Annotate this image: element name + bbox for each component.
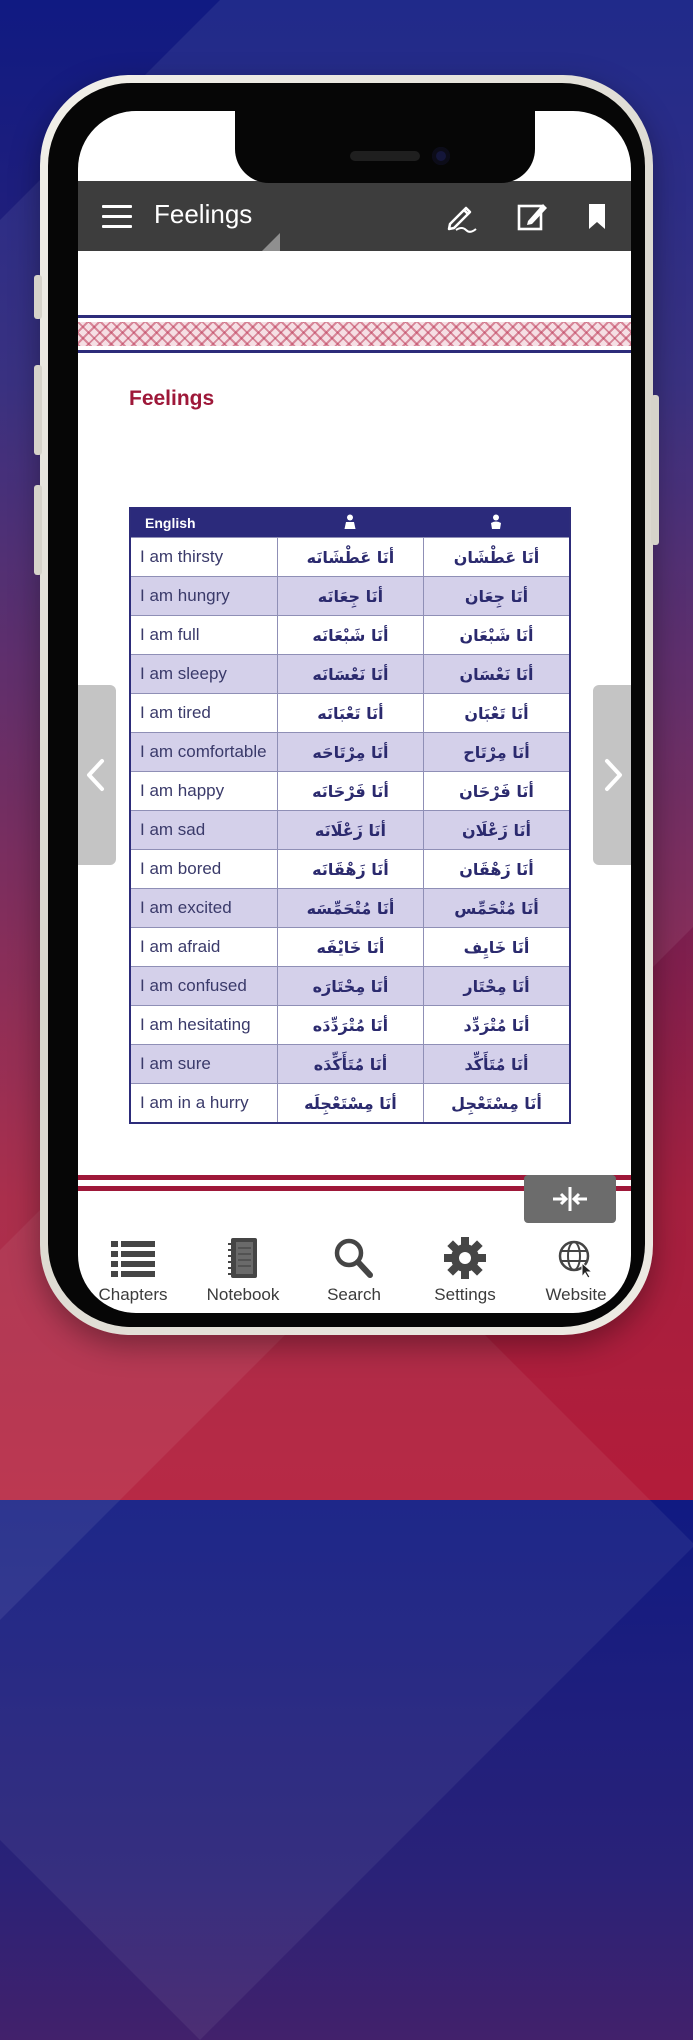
female-cell: أنَا نَعْسَانَه (277, 655, 423, 694)
male-cell: أنَا زَعْلَان (424, 811, 571, 850)
nav-search-label: Search (327, 1285, 381, 1304)
english-cell: I am sleepy (130, 655, 277, 694)
female-cell: أنَا مُتْرَدِّدَه (277, 1006, 423, 1045)
english-cell: I am tired (130, 694, 277, 733)
english-cell: I am hungry (130, 577, 277, 616)
notebook-icon (219, 1237, 267, 1279)
female-icon (343, 514, 357, 530)
nav-website-label: Website (545, 1285, 607, 1304)
female-cell: أنَا عَطْشَانَه (277, 538, 423, 577)
column-header-female (277, 508, 423, 538)
nav-settings[interactable] (410, 1237, 520, 1305)
table-row (130, 850, 570, 889)
male-cell: أنَا نَعْسَان (424, 655, 571, 694)
collapse-view-button[interactable] (524, 1175, 616, 1223)
phone-volume-up (34, 365, 42, 455)
bookmark-icon[interactable] (580, 199, 614, 233)
female-cell: أنَا خَايْفَه (277, 928, 423, 967)
english-cell: I am thirsty (130, 538, 277, 577)
english-cell: I am in a hurry (130, 1084, 277, 1124)
phone-volume-down (34, 485, 42, 575)
female-cell: أنَا مِسْتَعْجِلَه (277, 1084, 423, 1124)
female-cell: أنَا مُتَأَكِّدَه (277, 1045, 423, 1084)
female-cell: أنَا شَبْعَانَه (277, 616, 423, 655)
gear-icon (441, 1237, 489, 1279)
camera (432, 147, 450, 165)
male-cell: أنَا مِحْتَار (424, 967, 571, 1006)
corner-marker (262, 233, 280, 251)
table-row (130, 811, 570, 850)
previous-page-button[interactable] (78, 685, 116, 865)
english-cell: I am sad (130, 811, 277, 850)
nav-notebook[interactable] (188, 1237, 298, 1305)
nav-chapters-label: Chapters (98, 1285, 168, 1304)
table-row (130, 889, 570, 928)
pen-icon[interactable] (444, 199, 478, 233)
phone-side-button (34, 275, 42, 319)
table-row (130, 655, 570, 694)
male-cell: أنَا عَطْشَان (424, 538, 571, 577)
table-row (130, 538, 570, 577)
column-header-english: English (130, 508, 277, 538)
english-cell: I am afraid (130, 928, 277, 967)
phone-bezel (48, 83, 645, 1327)
app-screen (78, 111, 631, 1313)
female-cell: أنَا تَعْبَانَه (277, 694, 423, 733)
list-icon (109, 1237, 157, 1279)
english-cell: I am excited (130, 889, 277, 928)
chevron-left-icon (78, 757, 116, 793)
table-row (130, 733, 570, 772)
english-cell: I am bored (130, 850, 277, 889)
male-cell: أنَا مُتْحَمِّس (424, 889, 571, 928)
nav-website[interactable] (521, 1237, 631, 1305)
male-cell: أنَا خَايِف (424, 928, 571, 967)
book-page (78, 251, 631, 1191)
column-header-male (424, 508, 571, 538)
table-row (130, 1045, 570, 1084)
next-page-button[interactable] (593, 685, 631, 865)
table-row (130, 1084, 570, 1124)
header-title: Feelings (154, 199, 253, 229)
female-cell: أنَا زَهْقَانَه (277, 850, 423, 889)
male-cell: أنَا مُتَأَكِّد (424, 1045, 571, 1084)
male-cell: أنَا زَهْقَان (424, 850, 571, 889)
table-row (130, 1006, 570, 1045)
menu-icon[interactable] (102, 205, 132, 229)
female-cell: أنَا فَرْحَانَه (277, 772, 423, 811)
table-row (130, 928, 570, 967)
male-cell: أنَا مِسْتَعْجِل (424, 1084, 571, 1124)
nav-notebook-label: Notebook (206, 1285, 280, 1304)
globe-icon (552, 1237, 600, 1279)
female-cell: أنَا مِرْتَاحَه (277, 733, 423, 772)
male-cell: أنَا شَبْعَان (424, 616, 571, 655)
table-row (130, 577, 570, 616)
male-cell: أنَا مُتْرَدِّد (424, 1006, 571, 1045)
table-row (130, 772, 570, 811)
chevron-right-icon (593, 757, 631, 793)
feelings-table (129, 507, 571, 1124)
page-heading: Feelings (129, 387, 215, 410)
english-cell: I am comfortable (130, 733, 277, 772)
male-cell: أنَا جِعَان (424, 577, 571, 616)
male-cell: أنَا فَرْحَان (424, 772, 571, 811)
english-cell: I am sure (130, 1045, 277, 1084)
english-cell: I am happy (130, 772, 277, 811)
decorative-band (78, 315, 631, 355)
nav-settings-label: Settings (434, 1285, 496, 1304)
english-cell: I am hesitating (130, 1006, 277, 1045)
bottom-navigation (78, 1231, 631, 1313)
table-row (130, 694, 570, 733)
english-cell: I am full (130, 616, 277, 655)
collapse-horizontal-icon (552, 1186, 588, 1212)
female-cell: أنَا جِعَانَه (277, 577, 423, 616)
edit-note-icon[interactable] (515, 199, 549, 233)
table-row (130, 967, 570, 1006)
table-row (130, 616, 570, 655)
nav-chapters[interactable] (78, 1237, 188, 1305)
phone-power-button (651, 395, 659, 545)
female-cell: أنَا زَعْلَانَه (277, 811, 423, 850)
nav-search[interactable] (299, 1237, 409, 1305)
female-cell: أنَا مُتْحَمِّسَه (277, 889, 423, 928)
male-icon (489, 514, 503, 530)
male-cell: أنَا مِرْتَاح (424, 733, 571, 772)
male-cell: أنَا تَعْبَان (424, 694, 571, 733)
speaker (350, 151, 420, 161)
search-icon (330, 1237, 378, 1279)
app-header (78, 181, 631, 251)
english-cell: I am confused (130, 967, 277, 1006)
phone-frame (40, 75, 653, 1335)
notch (235, 111, 535, 183)
female-cell: أنَا مِحْتَارَه (277, 967, 423, 1006)
